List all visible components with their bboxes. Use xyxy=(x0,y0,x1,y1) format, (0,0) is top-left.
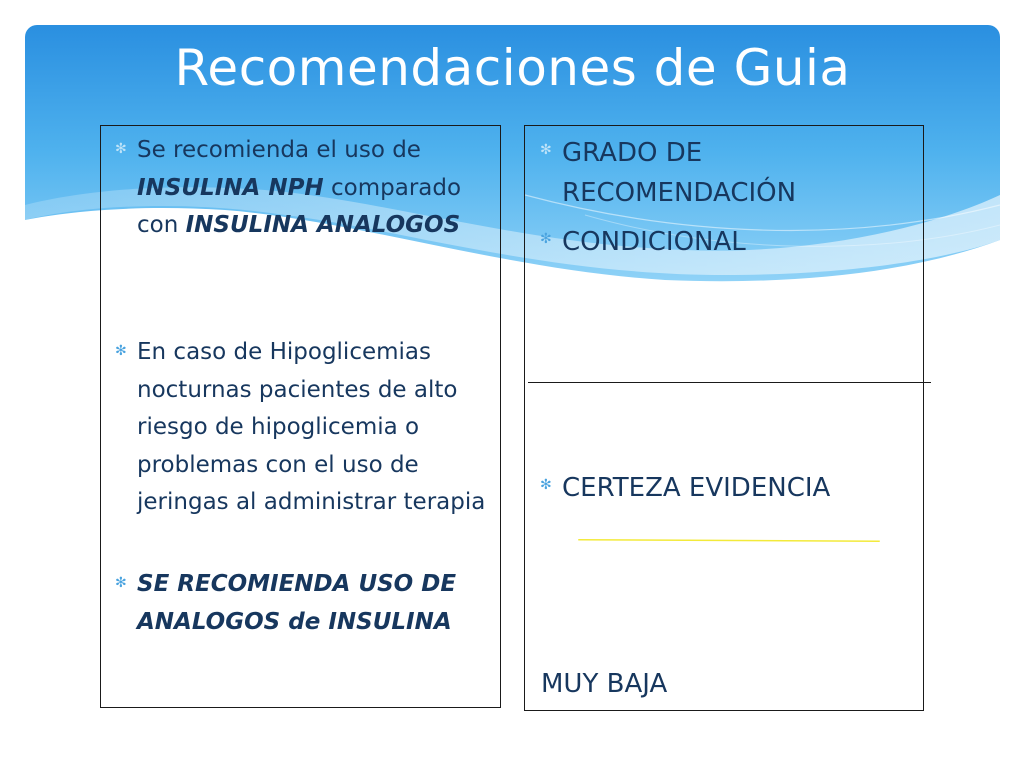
asterisk-bullet-icon: ✻ xyxy=(540,477,552,493)
left-item-3-text-b: de xyxy=(288,608,321,635)
right-item-3 xyxy=(530,468,920,508)
asterisk-bullet-icon: ✻ xyxy=(115,343,127,359)
right-item-4-text: MUY BAJA xyxy=(541,669,668,699)
right-item-1 xyxy=(530,133,920,213)
left-item-1-emphasis-analogos: INSULINA ANALOGOS xyxy=(185,212,461,238)
left-item-1-text-compare: comparado con xyxy=(137,174,462,238)
right-item-2-text: CONDICIONAL xyxy=(562,227,746,257)
left-item-3-text-a: SE RECOMIENDA USO DE ANALOGOS xyxy=(137,571,457,635)
left-item-1 xyxy=(105,132,495,245)
highlight-divider xyxy=(528,539,930,542)
left-item-1-text: Se recomienda el uso de xyxy=(137,137,421,163)
asterisk-bullet-icon: ✻ xyxy=(115,575,127,591)
asterisk-bullet-icon: ✻ xyxy=(540,231,552,247)
left-item-2-text: En caso de Hipoglicemias nocturnas pacientes de alto riesgo de hipoglicemia o problemas con el uso de jeringas al administrar terapia xyxy=(137,339,486,515)
right-item-1-text: GRADO DE RECOMENDACIÓN xyxy=(562,138,797,208)
slide-title: Recomendaciones de Guia xyxy=(174,39,851,97)
left-item-3 xyxy=(105,566,495,641)
right-panel-divider xyxy=(528,382,931,383)
right-item-3-text: CERTEZA EVIDENCIA xyxy=(562,473,831,503)
asterisk-bullet-icon: ✻ xyxy=(540,142,552,158)
left-item-2 xyxy=(105,334,495,522)
right-item-2 xyxy=(530,222,920,262)
left-item-1-emphasis-nph: INSULINA NPH xyxy=(137,174,324,201)
left-item-3-text-c: INSULINA xyxy=(328,608,452,635)
asterisk-bullet-icon: ✻ xyxy=(115,141,127,157)
